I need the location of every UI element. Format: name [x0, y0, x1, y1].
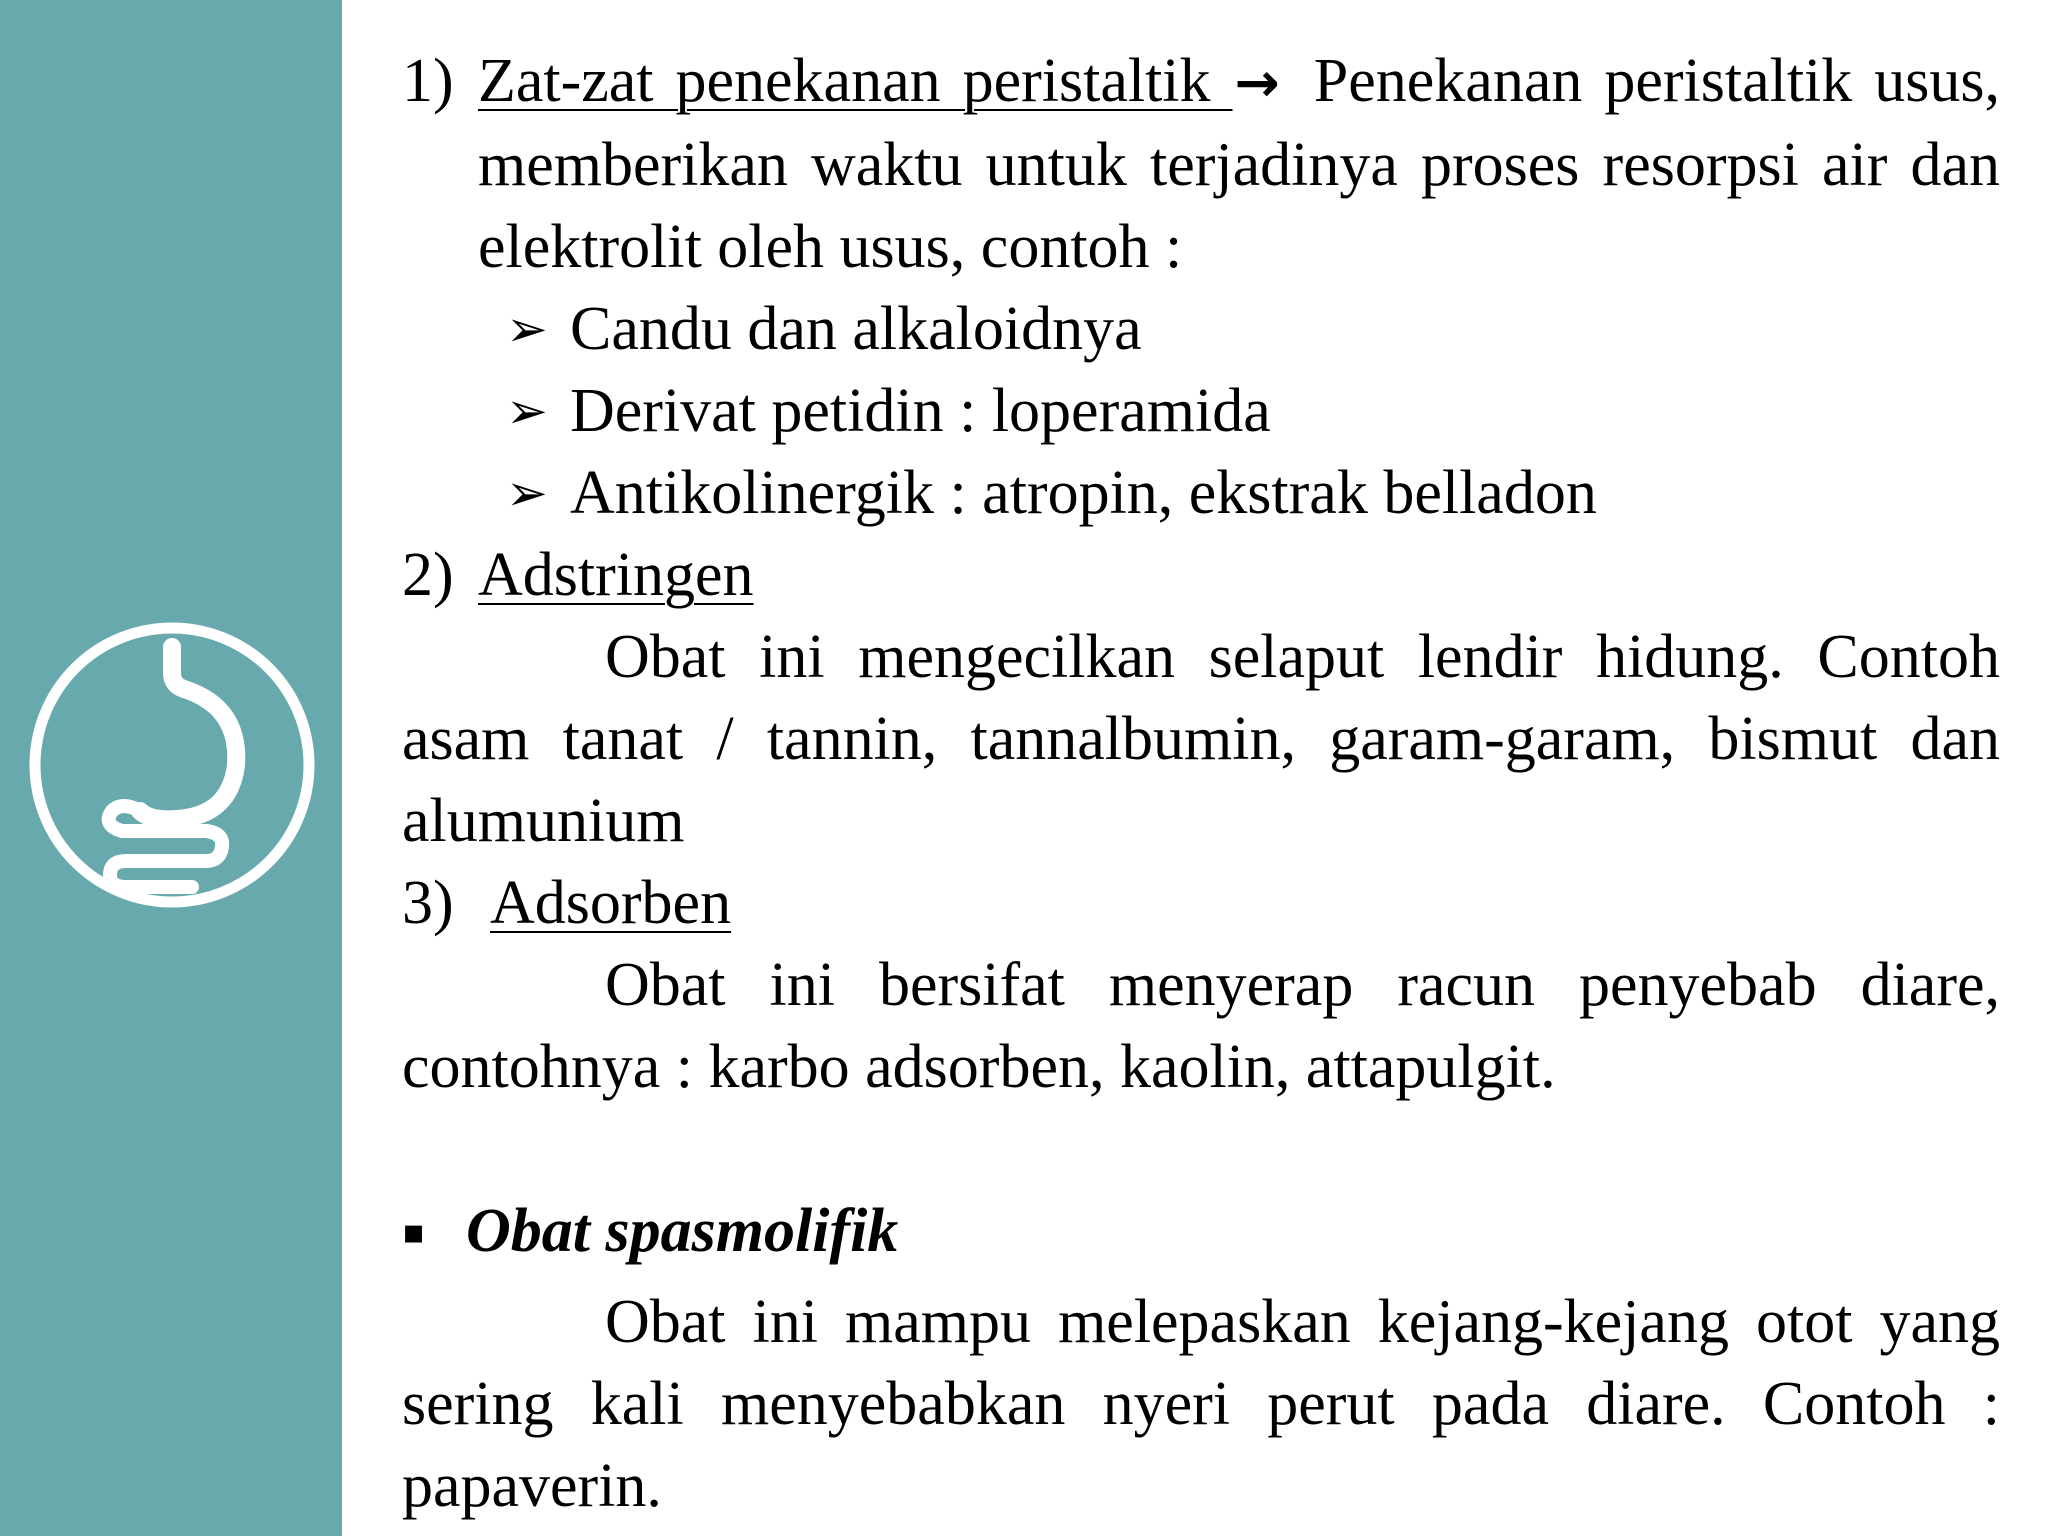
list-item-2	[402, 534, 2000, 616]
digestive-system-icon	[22, 615, 322, 915]
item-description: Penekanan peristaltik usus, memberikan waktu untuk terjadinya proses resorpsi air dan elektrolit oleh usus, contoh :	[478, 47, 2001, 281]
section-description: Obat ini mampu melepaskan kejang-kejang otot yang sering kali menyebabkan nyeri perut pada diare. Contoh : papaverin.	[402, 1288, 2000, 1520]
item-paragraph	[478, 40, 2000, 288]
slide-content	[402, 40, 2000, 1527]
item-title: Zat-zat penekanan peristaltik	[478, 47, 1211, 115]
bullet-item	[506, 288, 2000, 370]
section-title: Obat spasmolifik	[466, 1197, 899, 1265]
item-description: Obat ini bersifat menyerap racun penyebab diare, contohnya : karbo adsorben, kaolin, attapulgit.	[402, 951, 2000, 1101]
arrowhead-bullet-icon: ➢	[506, 464, 548, 522]
section-heading	[402, 1190, 2000, 1281]
item-title: Adsorben	[490, 869, 732, 937]
item-description: Obat ini mengecilkan selaput lendir hidung. Contoh asam tanat / tannin, tannalbumin, garam-garam, bismut dan alumunium	[402, 623, 2000, 855]
arrowhead-bullet-icon: ➢	[506, 382, 548, 440]
arrowhead-bullet-icon: ➢	[506, 300, 548, 358]
list-item-1	[402, 40, 2000, 288]
item-number: 1)	[402, 47, 454, 115]
bullet-text: Candu dan alkaloidnya	[570, 295, 1142, 363]
bullet-item	[506, 370, 2000, 452]
list-item-3	[402, 862, 2000, 944]
item-number: 2)	[402, 541, 454, 609]
sidebar-panel	[0, 0, 342, 1536]
item-number: 3)	[402, 869, 454, 937]
bullet-list	[402, 288, 2000, 534]
bullet-item	[506, 452, 2000, 534]
item-title: Adstringen	[478, 541, 754, 609]
bullet-text: Antikolinergik : atropin, ekstrak belladon	[570, 459, 1597, 527]
bullet-text: Derivat petidin : loperamida	[570, 377, 1271, 445]
square-bullet-icon: ▪	[402, 1212, 426, 1252]
arrow-right-icon: →	[1234, 51, 1280, 114]
